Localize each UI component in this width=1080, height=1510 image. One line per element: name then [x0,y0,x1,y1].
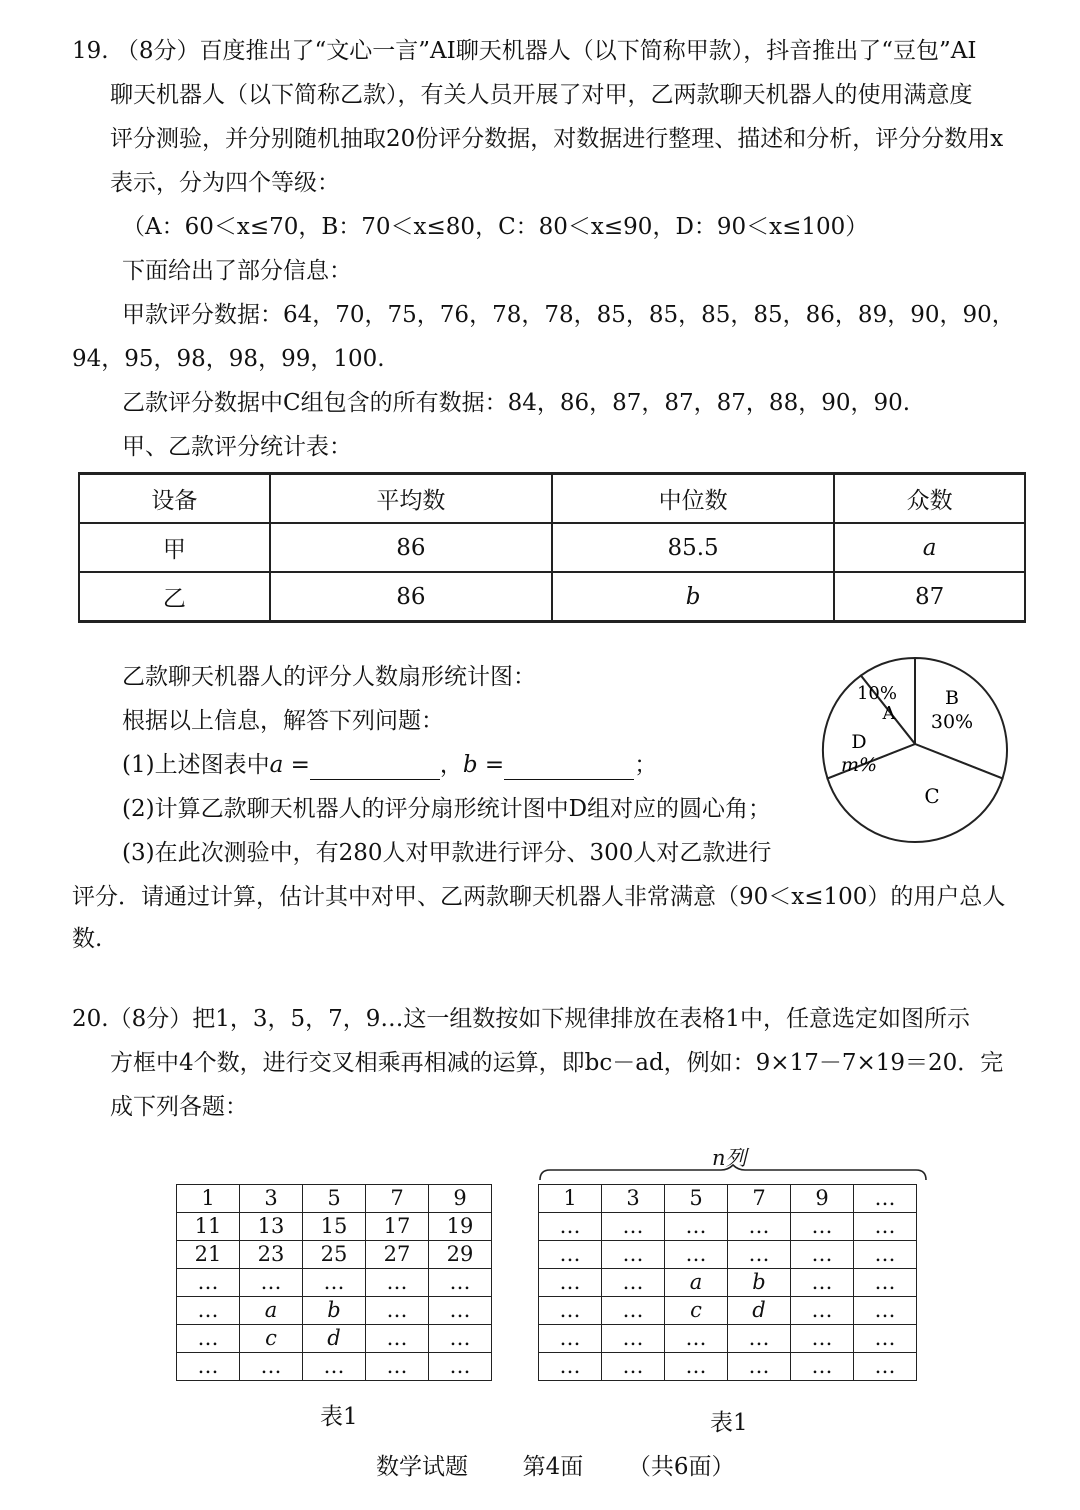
table-2-cell: … [602,1269,665,1297]
table-2-cell: … [602,1213,665,1241]
table-2-cell: … [854,1297,917,1325]
q20-line-1: 20.（8分）把1，3，5，7，9…这一组数按如下规律排放在表格1中，任意选定如图所示 [72,1006,971,1032]
table-2-caption: 表1 [710,1410,748,1436]
table-2-cell: … [602,1325,665,1353]
table-1-cell: 7 [366,1185,429,1213]
table-1-cell: 5 [303,1185,366,1213]
table-2-cell: … [728,1325,791,1353]
q19-line-4: 表示，分为四个等级： [110,170,340,196]
cell-device: 乙 [79,572,270,622]
table-2-cell: … [539,1269,602,1297]
table-1-cell: 11 [177,1213,240,1241]
table-row [177,1353,492,1381]
q19-sub-1 [122,750,657,780]
table-2-cell: … [791,1297,854,1325]
table-1-cell: … [177,1297,240,1325]
pie-label-b-pct: 30% [930,711,974,733]
table-2-cell: … [791,1213,854,1241]
table-2-cell: … [854,1241,917,1269]
cell-median: 85.5 [552,523,834,572]
table-1-cell: … [429,1297,492,1325]
table-2-cell: … [539,1297,602,1325]
q19-line-2: 聊天机器人（以下简称乙款），有关人员开展了对甲，乙两款聊天机器人的使用满意度 [110,82,973,108]
table-1-cell: … [366,1269,429,1297]
table-2-cell: … [854,1213,917,1241]
pie-chart-title: 乙款聊天机器人的评分人数扇形统计图： [122,664,536,690]
pie-label-d-pct: m% [840,754,878,776]
table-1-cell: … [177,1353,240,1381]
q19-sub-3-line-2: 评分．请通过计算，估计其中对甲、乙两款聊天机器人非常满意（90＜x≤100）的用户总人 [72,884,1006,910]
table-2-cell: … [854,1353,917,1381]
table-2-cell: d [728,1297,791,1325]
footer-subject: 数学试题 [376,1454,468,1480]
table-2-cell: … [539,1213,602,1241]
q19-table-title: 甲、乙款评分统计表： [122,434,352,460]
table-row [539,1185,917,1213]
answer-blank-b[interactable] [504,753,634,780]
q19-jia-data-2: 94，95，98，98，99，100. [72,346,385,372]
q19-grade-ranges: （A：60＜x≤70，B：70＜x≤80，C：80＜x≤90，D：90＜x≤100） [122,214,869,240]
table-2-cell: … [539,1325,602,1353]
table-1-cell: 1 [177,1185,240,1213]
header-device: 设备 [79,474,270,524]
header-mean: 平均数 [270,474,552,524]
table-1-cell: c [240,1325,303,1353]
table-2-cell: … [728,1241,791,1269]
table-1-cell: … [429,1325,492,1353]
table-2-cell: … [728,1213,791,1241]
table-2-cell: 7 [728,1185,791,1213]
table-1-cell: … [240,1353,303,1381]
table-2-cell: … [602,1297,665,1325]
table-2-cell: … [791,1241,854,1269]
table-1-cell: 15 [303,1213,366,1241]
table-1-cell: … [366,1353,429,1381]
table-2-cell: … [791,1353,854,1381]
table-1-cell: 13 [240,1213,303,1241]
table-1-cell: 25 [303,1241,366,1269]
number-table-1 [176,1184,492,1381]
cell-mean: 86 [270,572,552,622]
pie-chart [815,650,1015,850]
table-1-cell: … [429,1353,492,1381]
table-1-caption: 表1 [320,1404,358,1430]
table-row [177,1241,492,1269]
table-row [177,1185,492,1213]
cell-median: b [552,572,834,622]
header-mode: 众数 [834,474,1025,524]
q19-info-intro: 下面给出了部分信息： [122,258,352,284]
table-2-cell: … [854,1325,917,1353]
table-2-cell: b [728,1269,791,1297]
blank-separator: ， [439,752,463,778]
pie-label-a: A [882,703,896,724]
table-1-cell: 19 [429,1213,492,1241]
table-2-cell: … [791,1269,854,1297]
table-1-cell: … [240,1269,303,1297]
cell-mode: 87 [834,572,1025,622]
table-row [79,572,1025,622]
q19-line-3: 评分测验，并分别随机抽取20份评分数据，对数据进行整理、描述和分析，评分分数用x [110,126,1004,152]
page-footer [376,1452,735,1482]
table-1-cell: a [240,1297,303,1325]
table-1-cell: … [366,1297,429,1325]
table-row [79,523,1025,572]
b-equals: b = [462,752,505,778]
table-2-cell: 5 [665,1185,728,1213]
table-1-cell: 29 [429,1241,492,1269]
q19-line-1: 19. （8分）百度推出了“文心一言”AI聊天机器人（以下简称甲款），抖音推出了“豆包”AI [72,38,977,64]
pie-label-d: D [851,731,867,753]
table-1-cell: … [303,1269,366,1297]
table-1-cell: … [303,1353,366,1381]
q19-answer-intro: 根据以上信息，解答下列问题： [122,708,444,734]
number-table-2 [538,1184,917,1381]
table-2-cell: c [665,1297,728,1325]
footer-total: （共6面） [627,1454,735,1480]
table-1-cell: … [177,1325,240,1353]
table-2-cell: … [854,1185,917,1213]
table-2-cell: … [728,1353,791,1381]
table-2-cell: … [665,1353,728,1381]
cell-device: 甲 [79,523,270,572]
table-1-cell: 9 [429,1185,492,1213]
table-1-cell: … [429,1269,492,1297]
table-row [177,1213,492,1241]
answer-blank-a[interactable] [310,753,440,780]
table-1-cell: 21 [177,1241,240,1269]
table-1-cell: b [303,1297,366,1325]
table-header-row [79,474,1025,524]
table-2-cell: … [539,1241,602,1269]
pie-label-b: B [945,687,959,709]
table-2-cell: 1 [539,1185,602,1213]
table-2-cell: … [854,1269,917,1297]
table-2-cell: … [665,1325,728,1353]
table-1-cell: 17 [366,1213,429,1241]
q20-line-3: 成下列各题： [110,1094,248,1120]
table-row [539,1269,917,1297]
table-row [539,1325,917,1353]
table-2-cell: … [665,1213,728,1241]
table-row [539,1213,917,1241]
table-2-cell: … [602,1241,665,1269]
table-row [177,1297,492,1325]
table-2-cell: … [665,1241,728,1269]
cell-mode: a [834,523,1025,572]
table-row [539,1241,917,1269]
table-1-cell: 23 [240,1241,303,1269]
table-1-cell: 27 [366,1241,429,1269]
table-row [539,1353,917,1381]
stats-table [78,472,1026,623]
header-median: 中位数 [552,474,834,524]
n-column-label: n列 [712,1146,747,1170]
q20-line-2: 方框中4个数，进行交叉相乘再相减的运算，即bc－ad，例如：9×17－7×19＝20．完 [110,1050,1004,1076]
footer-page: 第4面 [522,1454,584,1480]
table-2-cell: 9 [791,1185,854,1213]
q19-yi-c-data: 乙款评分数据中C组包含的所有数据：84，86，87，87，87，88，90，90. [122,390,911,416]
table-1-cell: … [366,1325,429,1353]
q19-sub-2: (2)计算乙款聊天机器人的评分扇形统计图中D组对应的圆心角； [122,796,772,822]
q19-sub-1-prefix: (1)上述图表中 [122,752,270,778]
table-1-cell: d [303,1325,366,1353]
q19-jia-data-1: 甲款评分数据：64，70，75，76，78，78，85，85，85，85，86，89，90，90， [122,302,1015,328]
q19-sub-3-line-1: (3)在此次测验中，有280人对甲款进行评分、300人对乙款进行 [122,840,772,866]
pie-label-a-pct: 10% [856,683,898,704]
table-2-cell: a [665,1269,728,1297]
table-row [177,1269,492,1297]
table-2-cell: … [791,1325,854,1353]
cell-mean: 86 [270,523,552,572]
table-row [177,1325,492,1353]
table-1-cell: 3 [240,1185,303,1213]
table-2-cell: … [539,1353,602,1381]
n-column-brace [538,1164,928,1182]
table-row [539,1297,917,1325]
blank-end: ； [634,752,658,778]
q19-sub-3-line-3: 数. [72,926,103,952]
table-2-cell: 3 [602,1185,665,1213]
a-equals: a = [269,752,310,778]
pie-label-c: C [924,784,940,808]
table-1-cell: … [177,1269,240,1297]
table-2-cell: … [602,1353,665,1381]
